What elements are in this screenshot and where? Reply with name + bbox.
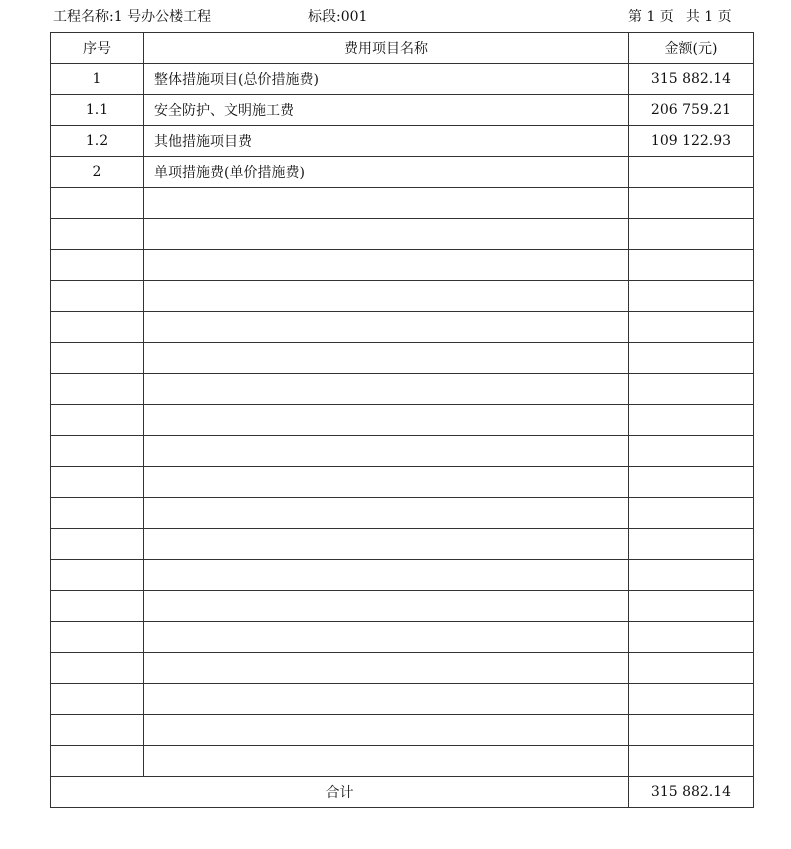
row-number: [51, 715, 144, 746]
fee-item-name: [144, 250, 629, 281]
page-indicator: [628, 6, 732, 26]
column-header-no: 序号: [51, 33, 144, 64]
fee-item-name: [144, 560, 629, 591]
row-number: [51, 746, 144, 777]
table-row: [51, 188, 754, 219]
fee-amount: [629, 622, 754, 653]
fee-item-name: [144, 312, 629, 343]
fee-amount: [629, 560, 754, 591]
column-header-name: 费用项目名称: [144, 33, 629, 64]
row-number: [51, 250, 144, 281]
table-row: [51, 715, 754, 746]
fee-amount: [629, 467, 754, 498]
fee-item-name: [144, 281, 629, 312]
table-row: [51, 498, 754, 529]
row-number: [51, 436, 144, 467]
fee-item-name: 整体措施项目(总价措施费): [144, 64, 629, 95]
page-number: 第 1 页: [628, 9, 674, 25]
fee-summary-table: [50, 32, 754, 808]
fee-item-name: [144, 715, 629, 746]
fee-amount: [629, 281, 754, 312]
fee-item-name: [144, 188, 629, 219]
fee-amount: [629, 498, 754, 529]
table-row: [51, 405, 754, 436]
fee-item-name: [144, 622, 629, 653]
fee-item-name: [144, 684, 629, 715]
row-number: [51, 591, 144, 622]
row-number: [51, 374, 144, 405]
fee-amount: [629, 529, 754, 560]
fee-amount: [629, 746, 754, 777]
row-number: [51, 560, 144, 591]
column-header-amount: 金额(元): [629, 33, 754, 64]
fee-item-name: [144, 591, 629, 622]
total-label: 合计: [51, 777, 629, 808]
table-row: [51, 622, 754, 653]
fee-item-name: 单项措施费(单价措施费): [144, 157, 629, 188]
row-number: [51, 467, 144, 498]
table-row: [51, 591, 754, 622]
table-row: [51, 312, 754, 343]
total-row: [51, 777, 754, 808]
fee-amount: [629, 684, 754, 715]
fee-amount: [629, 250, 754, 281]
fee-amount: [629, 591, 754, 622]
row-number: [51, 343, 144, 374]
table-header-row: [51, 33, 754, 64]
fee-amount: 315 882.14: [629, 64, 754, 95]
fee-amount: [629, 374, 754, 405]
table-row: [51, 126, 754, 157]
fee-item-name: [144, 653, 629, 684]
table-row: [51, 95, 754, 126]
table-row: [51, 219, 754, 250]
fee-item-name: [144, 374, 629, 405]
row-number: 1.1: [51, 95, 144, 126]
row-number: 1: [51, 64, 144, 95]
fee-amount: 109 122.93: [629, 126, 754, 157]
fee-item-name: [144, 746, 629, 777]
table-row: [51, 560, 754, 591]
fee-item-name: [144, 529, 629, 560]
table-row: [51, 64, 754, 95]
page-header: [0, 0, 791, 30]
table-row: [51, 436, 754, 467]
fee-amount: [629, 405, 754, 436]
fee-item-name: 其他措施项目费: [144, 126, 629, 157]
row-number: [51, 498, 144, 529]
fee-item-name: 安全防护、文明施工费: [144, 95, 629, 126]
fee-amount: [629, 343, 754, 374]
fee-item-name: [144, 343, 629, 374]
row-number: 2: [51, 157, 144, 188]
row-number: [51, 281, 144, 312]
table-row: [51, 281, 754, 312]
fee-amount: [629, 157, 754, 188]
fee-amount: [629, 312, 754, 343]
table-row: [51, 157, 754, 188]
table-row: [51, 746, 754, 777]
fee-amount: [629, 436, 754, 467]
fee-item-name: [144, 498, 629, 529]
fee-item-name: [144, 467, 629, 498]
total-amount: 315 882.14: [629, 777, 754, 808]
project-name: 工程名称:1 号办公楼工程: [53, 9, 212, 25]
fee-amount: [629, 219, 754, 250]
fee-amount: [629, 653, 754, 684]
row-number: [51, 684, 144, 715]
row-number: [51, 188, 144, 219]
table-row: [51, 467, 754, 498]
table-body: [51, 64, 754, 777]
table-row: [51, 374, 754, 405]
fee-amount: 206 759.21: [629, 95, 754, 126]
fee-item-name: [144, 405, 629, 436]
fee-amount: [629, 188, 754, 219]
fee-amount: [629, 715, 754, 746]
row-number: 1.2: [51, 126, 144, 157]
table-row: [51, 343, 754, 374]
row-number: [51, 405, 144, 436]
fee-item-name: [144, 436, 629, 467]
page-total: 共 1 页: [685, 9, 732, 25]
row-number: [51, 529, 144, 560]
row-number: [51, 622, 144, 653]
table-row: [51, 684, 754, 715]
table-row: [51, 250, 754, 281]
fee-item-name: [144, 219, 629, 250]
row-number: [51, 219, 144, 250]
section-label: 标段:001: [308, 9, 368, 25]
row-number: [51, 312, 144, 343]
table-row: [51, 529, 754, 560]
table-row: [51, 653, 754, 684]
row-number: [51, 653, 144, 684]
